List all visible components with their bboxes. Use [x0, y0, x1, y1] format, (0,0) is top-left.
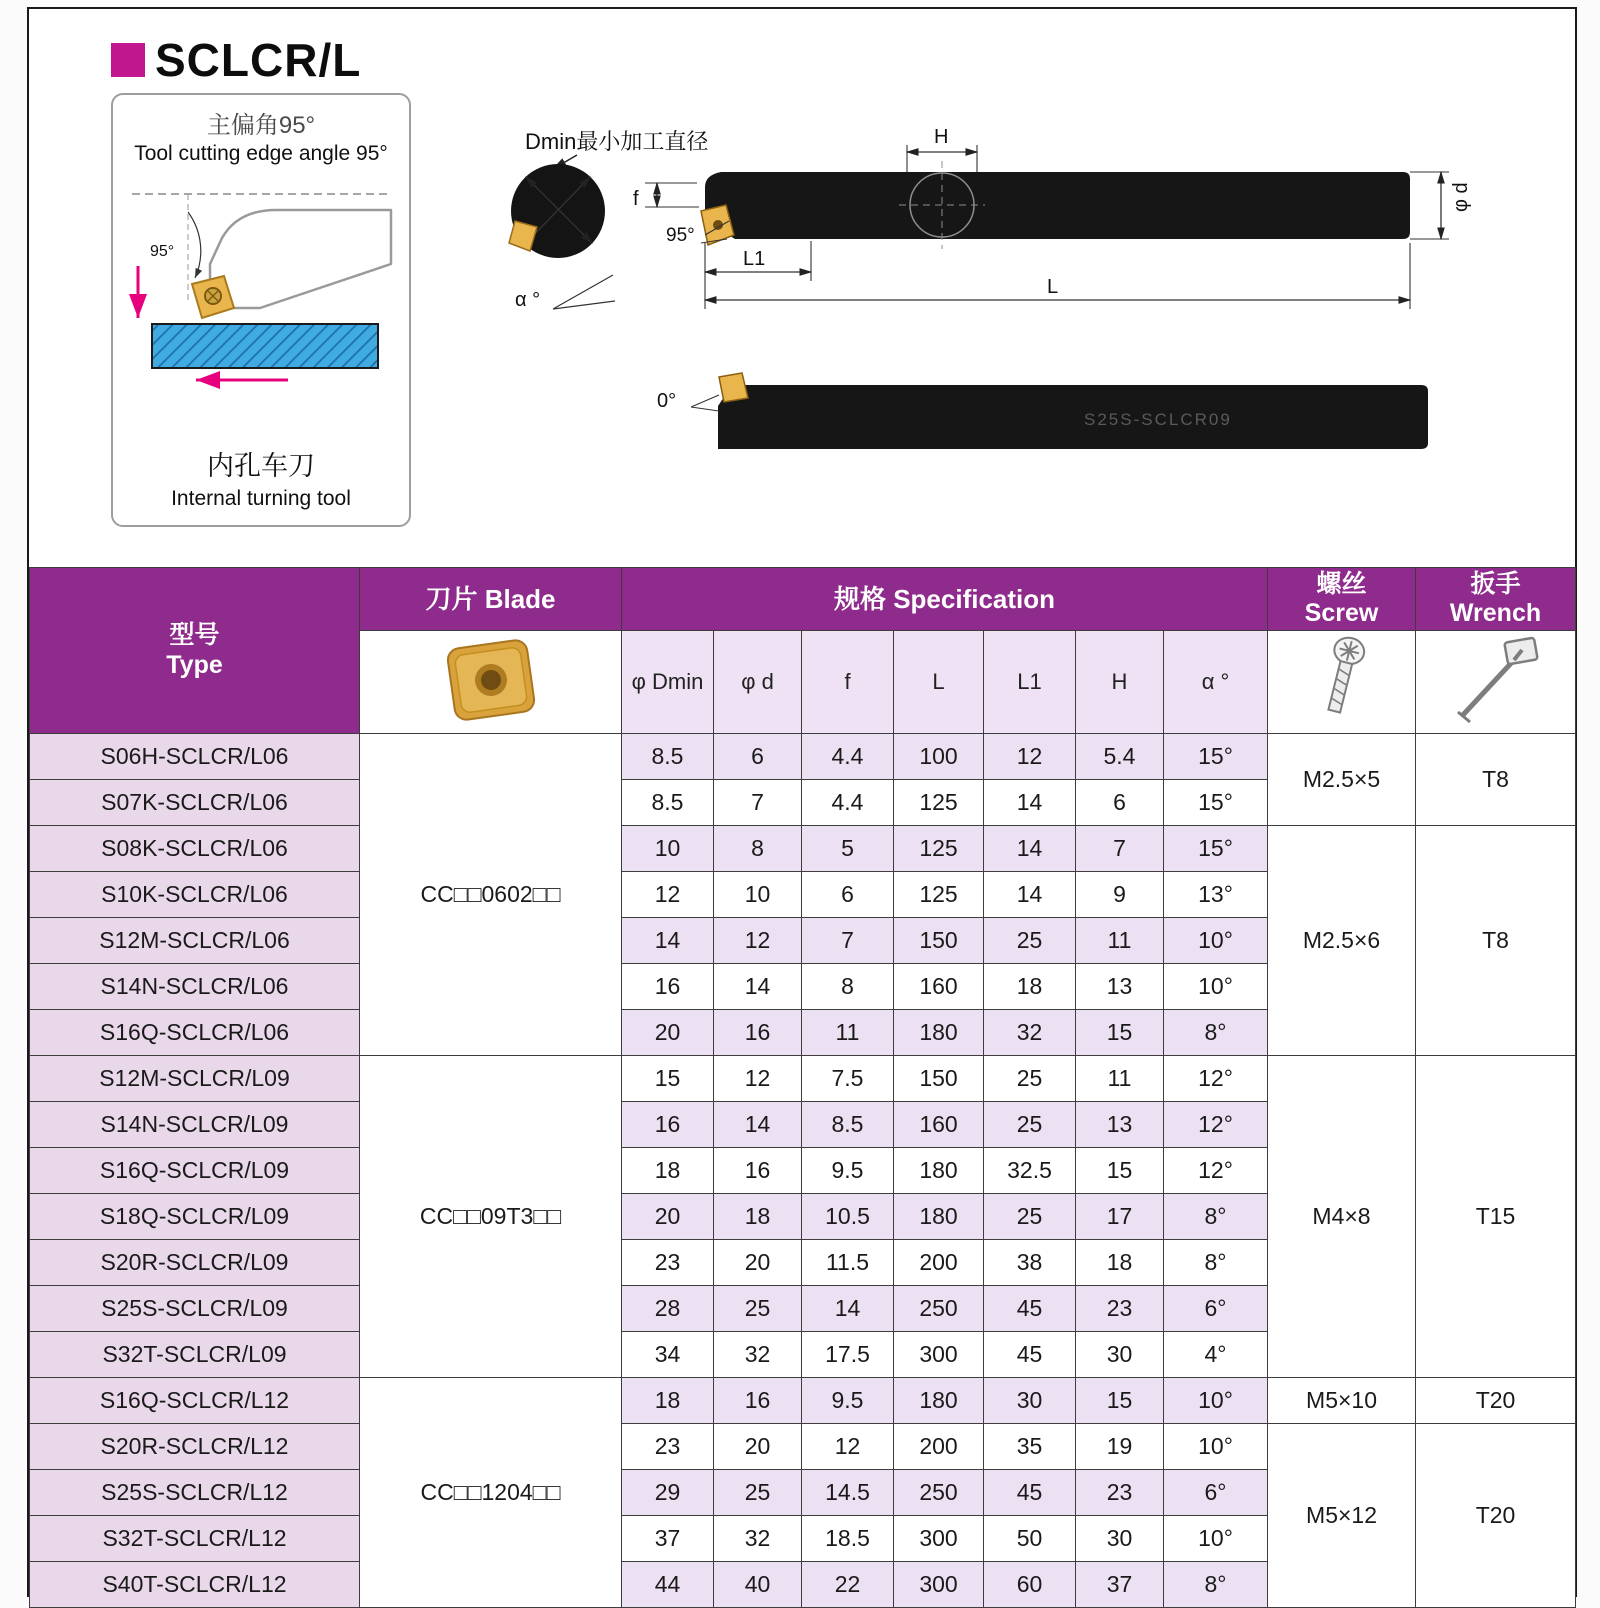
spec-value-cell: 44	[622, 1562, 714, 1608]
spec-value-cell: 125	[894, 826, 984, 872]
spec-value-cell: 10°	[1164, 1378, 1268, 1424]
spec-value-cell: 180	[894, 1010, 984, 1056]
page-title: SCLCR/L	[155, 34, 362, 86]
spec-value-cell: 8	[714, 826, 802, 872]
col-header-screw	[1268, 568, 1416, 631]
spec-value-cell: 12°	[1164, 1056, 1268, 1102]
spec-value-cell: 6	[1076, 780, 1164, 826]
spec-value-cell: 150	[894, 918, 984, 964]
spec-value-cell: 17	[1076, 1194, 1164, 1240]
wrench-header-cn: 扳手	[1470, 569, 1521, 598]
spec-value-cell: 7	[802, 918, 894, 964]
screw-size-cell: M2.5×5	[1268, 734, 1416, 826]
tool-name-cn: 内孔车刀	[207, 451, 315, 481]
tool-name-block	[113, 444, 409, 511]
spec-value-cell: 10.5	[802, 1194, 894, 1240]
spec-value-cell: 12	[714, 918, 802, 964]
wrench-size-cell: T8	[1416, 826, 1576, 1056]
spec-value-cell: 25	[984, 1056, 1076, 1102]
spec-value-cell: 14	[802, 1286, 894, 1332]
type-cell: S16Q-SCLCR/L12	[30, 1378, 360, 1424]
spec-value-cell: 23	[1076, 1470, 1164, 1516]
type-cell: S07K-SCLCR/L06	[30, 780, 360, 826]
type-cell: S32T-SCLCR/L12	[30, 1516, 360, 1562]
spec-value-cell: 15	[1076, 1378, 1164, 1424]
zero-angle-label: 0°	[657, 390, 677, 412]
spec-value-cell: 6°	[1164, 1470, 1268, 1516]
spec-value-cell: 14	[622, 918, 714, 964]
spec-value-cell: 250	[894, 1286, 984, 1332]
h-label: H	[934, 126, 949, 148]
type-header-cn: 型号	[169, 621, 220, 649]
spec-value-cell: 11	[802, 1010, 894, 1056]
spec-value-cell: 7	[1076, 826, 1164, 872]
spec-value-cell: 37	[1076, 1562, 1164, 1608]
spec-value-cell: 16	[714, 1378, 802, 1424]
spec-value-cell: 25	[984, 1194, 1076, 1240]
spec-value-cell: 13	[1076, 964, 1164, 1010]
wrench-icon-cell	[1416, 631, 1576, 734]
spec-value-cell: 180	[894, 1148, 984, 1194]
spec-value-cell: 200	[894, 1424, 984, 1470]
insert-icon	[431, 632, 551, 728]
spec-value-cell: 45	[984, 1332, 1076, 1378]
spec-value-cell: 300	[894, 1332, 984, 1378]
edge-angle-label-cn: 主偏角95°	[206, 112, 316, 139]
spec-value-cell: 18	[1076, 1240, 1164, 1286]
spec-value-cell: 23	[1076, 1286, 1164, 1332]
spec-value-cell: 9.5	[802, 1148, 894, 1194]
title-square-icon	[111, 43, 145, 77]
type-cell: S25S-SCLCR/L12	[30, 1470, 360, 1516]
spec-value-cell: 8	[802, 964, 894, 1010]
spec-value-cell: 28	[622, 1286, 714, 1332]
boring-bar-top-view	[718, 385, 1428, 449]
screw-size-cell: M4×8	[1268, 1056, 1416, 1378]
spec-value-cell: 4.4	[802, 780, 894, 826]
spec-value-cell: 40	[714, 1562, 802, 1608]
f-label: f	[633, 188, 639, 210]
type-cell: S12M-SCLCR/L06	[30, 918, 360, 964]
col-header-wrench	[1416, 568, 1576, 631]
spec-value-cell: 15	[1076, 1148, 1164, 1194]
screw-header-en: Screw	[1304, 599, 1379, 627]
spec-value-cell: 14	[714, 1102, 802, 1148]
spec-value-cell: 15°	[1164, 734, 1268, 780]
spec-value-cell: 17.5	[802, 1332, 894, 1378]
wrench-size-cell: T15	[1416, 1056, 1576, 1378]
spec-value-cell: 10	[714, 872, 802, 918]
spec-col-h: H	[1076, 631, 1164, 734]
spec-col-f: f	[802, 631, 894, 734]
spec-value-cell: 23	[622, 1424, 714, 1470]
spec-value-cell: 8.5	[622, 734, 714, 780]
spec-value-cell: 15	[622, 1056, 714, 1102]
alpha-label: α °	[515, 289, 541, 311]
spec-value-cell: 25	[984, 1102, 1076, 1148]
type-cell: S32T-SCLCR/L09	[30, 1332, 360, 1378]
type-cell: S08K-SCLCR/L06	[30, 826, 360, 872]
screw-size-cell: M2.5×6	[1268, 826, 1416, 1056]
tool-name-en: Internal turning tool	[171, 487, 351, 510]
type-cell: S10K-SCLCR/L06	[30, 872, 360, 918]
spec-value-cell: 12	[714, 1056, 802, 1102]
spec-value-cell: 11	[1076, 1056, 1164, 1102]
spec-value-cell: 300	[894, 1562, 984, 1608]
spec-value-cell: 18	[984, 964, 1076, 1010]
spec-value-cell: 100	[894, 734, 984, 780]
spec-value-cell: 15°	[1164, 826, 1268, 872]
spec-value-cell: 20	[714, 1240, 802, 1286]
wrench-icon	[1448, 634, 1544, 726]
spec-value-cell: 10	[622, 826, 714, 872]
spec-value-cell: 18	[622, 1148, 714, 1194]
spec-value-cell: 160	[894, 964, 984, 1010]
spec-value-cell: 50	[984, 1516, 1076, 1562]
spec-value-cell: 12	[984, 734, 1076, 780]
spec-value-cell: 4.4	[802, 734, 894, 780]
screw-header-cn: 螺丝	[1316, 569, 1367, 598]
spec-value-cell: 25	[984, 918, 1076, 964]
screw-size-cell: M5×12	[1268, 1424, 1416, 1608]
spec-value-cell: 125	[894, 872, 984, 918]
spec-value-cell: 5.4	[1076, 734, 1164, 780]
col-header-type	[30, 568, 360, 734]
page-frame	[27, 7, 1577, 1597]
spec-row	[30, 826, 1576, 872]
spec-col-l1: L1	[984, 631, 1076, 734]
screw-icon	[1310, 634, 1374, 726]
spec-value-cell: 8°	[1164, 1562, 1268, 1608]
tool-holder-shape	[210, 210, 391, 308]
type-cell: S12M-SCLCR/L09	[30, 1056, 360, 1102]
l-label: L	[1047, 276, 1059, 298]
spec-value-cell: 32	[984, 1010, 1076, 1056]
spec-value-cell: 22	[802, 1562, 894, 1608]
spec-value-cell: 9.5	[802, 1378, 894, 1424]
angle-callout: 95°	[150, 243, 175, 260]
type-cell: S20R-SCLCR/L12	[30, 1424, 360, 1470]
spec-value-cell: 32	[714, 1332, 802, 1378]
spec-value-cell: 6	[714, 734, 802, 780]
spec-row	[30, 1424, 1576, 1470]
spec-value-cell: 16	[622, 964, 714, 1010]
wrench-size-cell: T8	[1416, 734, 1576, 826]
col-header-blade: 刀片 Blade	[360, 568, 622, 631]
spec-value-cell: 11.5	[802, 1240, 894, 1286]
type-cell: S18Q-SCLCR/L09	[30, 1194, 360, 1240]
spec-col-l: L	[894, 631, 984, 734]
spec-value-cell: 16	[622, 1102, 714, 1148]
bar-marking: S25S-SCLCR09	[1084, 410, 1232, 429]
type-cell: S14N-SCLCR/L09	[30, 1102, 360, 1148]
spec-value-cell: 200	[894, 1240, 984, 1286]
spec-value-cell: 30	[984, 1378, 1076, 1424]
spec-value-cell: 180	[894, 1378, 984, 1424]
spec-value-cell: 8°	[1164, 1010, 1268, 1056]
spec-value-cell: 38	[984, 1240, 1076, 1286]
l1-label: L1	[743, 248, 766, 270]
dmin-label: Dmin最小加工直径	[525, 129, 709, 154]
page-title-row	[111, 33, 361, 87]
spec-value-cell: 20	[622, 1010, 714, 1056]
header-band-row	[30, 568, 1576, 631]
alpha-angle-lines	[553, 275, 615, 309]
spec-value-cell: 14	[714, 964, 802, 1010]
screw-size-cell: M5×10	[1268, 1378, 1416, 1424]
spec-value-cell: 20	[622, 1194, 714, 1240]
type-cell: S14N-SCLCR/L06	[30, 964, 360, 1010]
spec-value-cell: 18.5	[802, 1516, 894, 1562]
spec-value-cell: 5	[802, 826, 894, 872]
spec-value-cell: 34	[622, 1332, 714, 1378]
spec-value-cell: 7.5	[802, 1056, 894, 1102]
spec-value-cell: 14	[984, 780, 1076, 826]
spec-value-cell: 150	[894, 1056, 984, 1102]
spec-value-cell: 12	[802, 1424, 894, 1470]
wrench-size-cell: T20	[1416, 1378, 1576, 1424]
spec-value-cell: 16	[714, 1148, 802, 1194]
spec-value-cell: 125	[894, 780, 984, 826]
blade-icon-cell	[360, 631, 622, 734]
spec-row	[30, 1056, 1576, 1102]
spec-value-cell: 12°	[1164, 1102, 1268, 1148]
zero-angle-lines	[691, 395, 719, 411]
type-cell: S16Q-SCLCR/L09	[30, 1148, 360, 1194]
spec-value-cell: 30	[1076, 1516, 1164, 1562]
spec-value-cell: 15°	[1164, 780, 1268, 826]
spec-value-cell: 15	[1076, 1010, 1164, 1056]
spec-col-d: φ d	[714, 631, 802, 734]
blade-code-cell: CC□□0602□□	[360, 734, 622, 1056]
type-cell: S25S-SCLCR/L09	[30, 1286, 360, 1332]
screw-icon-cell	[1268, 631, 1416, 734]
wrench-header-en: Wrench	[1449, 599, 1542, 627]
spec-value-cell: 19	[1076, 1424, 1164, 1470]
spec-value-cell: 14	[984, 872, 1076, 918]
spec-col-alpha: α °	[1164, 631, 1268, 734]
wrench-size-cell: T20	[1416, 1424, 1576, 1608]
spec-value-cell: 10°	[1164, 1516, 1268, 1562]
spec-value-cell: 18	[714, 1194, 802, 1240]
spec-value-cell: 29	[622, 1470, 714, 1516]
spec-value-cell: 6°	[1164, 1286, 1268, 1332]
spec-value-cell: 7	[714, 780, 802, 826]
spec-row	[30, 1378, 1576, 1424]
spec-value-cell: 14.5	[802, 1470, 894, 1516]
internal-turning-diagram	[126, 172, 396, 404]
spec-value-cell: 25	[714, 1286, 802, 1332]
type-cell: S06H-SCLCR/L06	[30, 734, 360, 780]
edge-angle-label-en: Tool cutting edge angle 95°	[134, 142, 388, 165]
spec-value-cell: 30	[1076, 1332, 1164, 1378]
spec-table	[29, 567, 1576, 1608]
blade-code-cell: CC□□09T3□□	[360, 1056, 622, 1378]
spec-value-cell: 180	[894, 1194, 984, 1240]
spec-value-cell: 4°	[1164, 1332, 1268, 1378]
spec-value-cell: 45	[984, 1470, 1076, 1516]
spec-value-cell: 250	[894, 1470, 984, 1516]
spec-value-cell: 11	[1076, 918, 1164, 964]
boring-bar-body	[705, 172, 1410, 239]
spec-value-cell: 8°	[1164, 1194, 1268, 1240]
blade-code-cell: CC□□1204□□	[360, 1378, 622, 1608]
spec-value-cell: 8°	[1164, 1240, 1268, 1286]
spec-value-cell: 160	[894, 1102, 984, 1148]
spec-value-cell: 32.5	[984, 1148, 1076, 1194]
spec-value-cell: 37	[622, 1516, 714, 1562]
spec-value-cell: 13	[1076, 1102, 1164, 1148]
spec-table-body	[30, 734, 1576, 1608]
type-cell: S40T-SCLCR/L12	[30, 1562, 360, 1608]
spec-value-cell: 8.5	[802, 1102, 894, 1148]
angle95-label: 95°	[666, 225, 695, 246]
spec-value-cell: 10°	[1164, 918, 1268, 964]
spec-value-cell: 12°	[1164, 1148, 1268, 1194]
type-header-en: Type	[166, 650, 223, 679]
workpiece	[152, 324, 378, 368]
spec-value-cell: 12	[622, 872, 714, 918]
spec-value-cell: 45	[984, 1286, 1076, 1332]
spec-row	[30, 734, 1576, 780]
spec-value-cell: 14	[984, 826, 1076, 872]
spec-value-cell: 23	[622, 1240, 714, 1286]
spec-value-cell: 20	[714, 1424, 802, 1470]
spec-value-cell: 35	[984, 1424, 1076, 1470]
type-cell: S20R-SCLCR/L09	[30, 1240, 360, 1286]
spec-value-cell: 13°	[1164, 872, 1268, 918]
spec-value-cell: 25	[714, 1470, 802, 1516]
spec-value-cell: 18	[622, 1378, 714, 1424]
spec-value-cell: 10°	[1164, 964, 1268, 1010]
spec-value-cell: 60	[984, 1562, 1076, 1608]
spec-value-cell: 6	[802, 872, 894, 918]
angle-arc	[188, 212, 201, 278]
type-cell: S16Q-SCLCR/L06	[30, 1010, 360, 1056]
spec-value-cell: 10°	[1164, 1424, 1268, 1470]
bar2-insert	[719, 373, 748, 402]
tool-info-box	[111, 93, 411, 527]
spec-value-cell: 32	[714, 1516, 802, 1562]
col-header-spec: 规格 Specification	[622, 568, 1268, 631]
phid-label: φ d	[1450, 182, 1472, 212]
spec-value-cell: 8.5	[622, 780, 714, 826]
spec-value-cell: 16	[714, 1010, 802, 1056]
spec-col-dmin: φ Dmin	[622, 631, 714, 734]
spec-value-cell: 300	[894, 1516, 984, 1562]
spec-value-cell: 9	[1076, 872, 1164, 918]
